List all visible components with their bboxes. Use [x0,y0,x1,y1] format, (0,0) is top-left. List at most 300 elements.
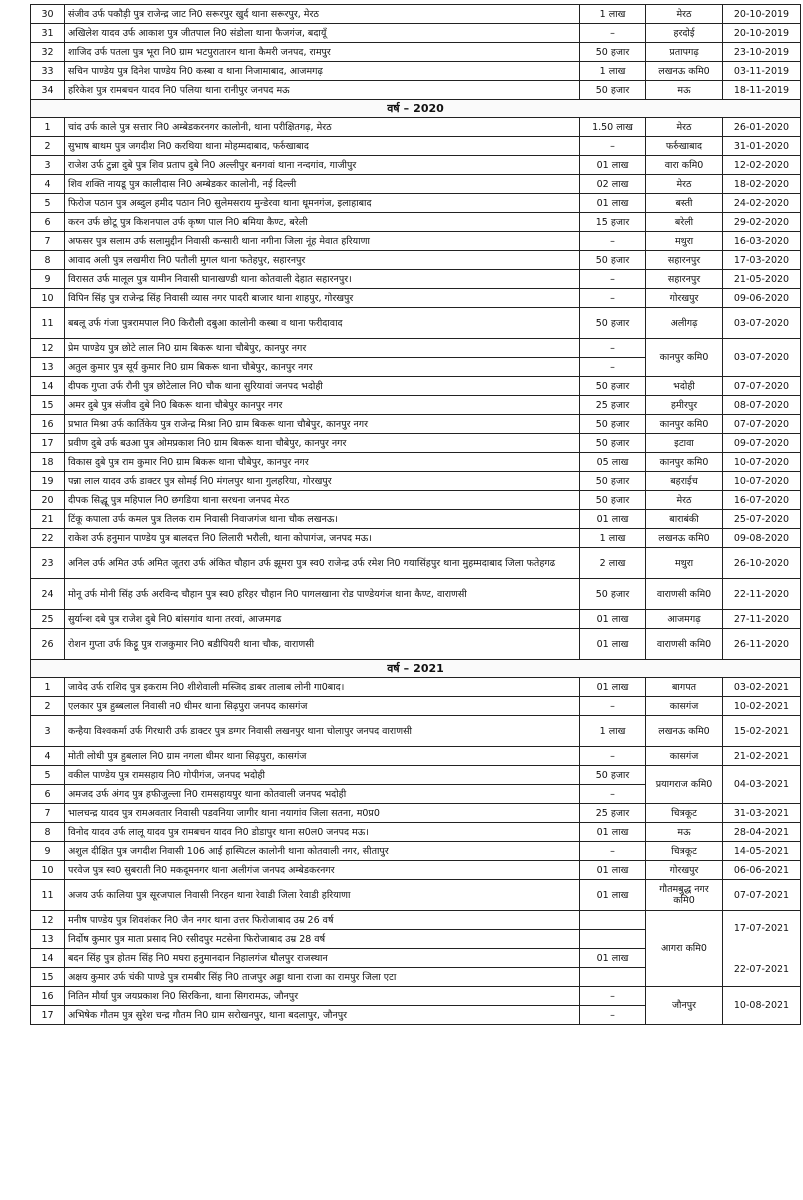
date [723,308,801,339]
accused-details: मनीष पाण्डेय पुत्र शिवशंकर नि0 जैन नगर थाना उत्तर फिरोजाबाद उम्र 26 वर्ष [65,911,580,930]
reward-amount: 15 हजार [580,213,646,232]
date-value: 31-01-2020 [733,140,790,152]
reward-amount: 25 हजार [580,396,646,415]
accused-details: एलकार पुत्र हुब्बलाल निवासी न0 धीमर थाना सिढ़पुरा जनपद कासगंज [65,697,580,716]
serial-number: 14 [31,377,65,396]
date-value: 10-08-2021 [733,1000,790,1011]
district: जौनपुर [646,987,723,1025]
accused-details: प्रवीण दुबे उर्फ बउआ पुत्र ओमप्रकाश नि0 ग्राम बिकरू थाना चौबेपुर, कानपुर नगर [65,434,580,453]
date-value: 18-11-2019 [733,84,790,96]
accused-details: शाजिद उर्फ पतला पुत्र भूरा नि0 ग्राम भटपुरातारन थाना कैमरी जनपद, रामपुर [65,43,580,62]
serial-number: 9 [31,270,65,289]
accused-details: प्रेम पाण्डेय पुत्र छोटे लाल नि0 ग्राम बिकरू थाना चौबेपुर, कानपुर नगर [65,339,580,358]
date-value: 03-07-2020 [733,317,790,329]
table-row [31,339,801,358]
accused-details: सचिन पाण्डेय पुत्र दिनेश पाण्डेय नि0 कस्बा व थाना निजामाबाद, आजमगढ़ [65,62,580,81]
table-row [31,510,801,529]
district: भदोही [646,377,723,396]
date [723,766,801,804]
reward-amount: 1 लाख [580,716,646,747]
date [723,678,801,697]
date [723,434,801,453]
date [723,81,801,100]
district: मथुरा [646,548,723,579]
date-value: 09-06-2020 [733,292,790,304]
district: अलीगढ़ [646,308,723,339]
reward-amount: 01 लाख [580,949,646,968]
date-value: 15-02-2021 [733,725,790,737]
serial-number: 11 [31,308,65,339]
district: प्रतापगढ़ [646,43,723,62]
serial-number: 22 [31,529,65,548]
district: मेरठ [646,175,723,194]
accused-details: हरिकेश पुत्र रामबचन यादव नि0 पलिया थाना रानीपुर जनपद मऊ [65,81,580,100]
reward-amount: 50 हजार [580,251,646,270]
district: कानपुर कमि0 [646,453,723,472]
date-value: 09-08-2020 [733,532,790,544]
accused-details: परवेज पुत्र स्व0 सुबराती नि0 मकदूमनगर थाना अलीगंज जनपद अम्बेडकरनगर [65,861,580,880]
year-header-row [31,100,801,118]
date [723,716,801,747]
serial-number: 2 [31,137,65,156]
reward-amount: 25 हजार [580,804,646,823]
district: मेरठ [646,491,723,510]
date [723,629,801,660]
serial-number: 4 [31,747,65,766]
date [723,377,801,396]
date-value: 12-02-2020 [733,159,790,171]
serial-number: 13 [31,930,65,949]
serial-number: 6 [31,785,65,804]
accused-details: बबलू उर्फ गंजा पुत्ररामपाल नि0 किरौली दबुआ कालोनी कस्बा व थाना फरीदावाद [65,308,580,339]
date [723,289,801,308]
year-value: 2020 [413,102,444,115]
table-row [31,81,801,100]
serial-number: 7 [31,804,65,823]
date [723,529,801,548]
date-value: 10-02-2021 [733,700,790,712]
table-row [31,716,801,747]
table-row [31,232,801,251]
table-row [31,251,801,270]
accused-details: कन्हैया विश्वकर्मा उर्फ गिरधारी उर्फ डाक्टर पुत्र डग्गर निवासी लखनपुर थाना चोलापुर जनपद वाराणसी [65,716,580,747]
district: चित्रकूट [646,804,723,823]
district: लखनऊ कमि0 [646,62,723,81]
accused-details: निर्दोष कुमार पुत्र माता प्रसाद नि0 रसीदपुर मटसेना फिरोजाबाद उम्र 28 वर्ष [65,930,580,949]
date [723,697,801,716]
table-row [31,861,801,880]
date [723,43,801,62]
date-value: 28-04-2021 [733,826,790,838]
date-value: 20-10-2019 [733,8,790,20]
reward-amount: – [580,785,646,804]
district: गोरखपुर [646,289,723,308]
date [723,823,801,842]
date [723,747,801,766]
table-row [31,62,801,81]
table-row [31,24,801,43]
date [723,5,801,24]
accused-details: विरासत उर्फ मालूल पुत्र यामीन निवासी घानाखण्डी थाना कोतवाली देहात सहारनपुर। [65,270,580,289]
reward-amount: – [580,987,646,1006]
table-row [31,529,801,548]
district: आगरा कमि0 [646,911,723,987]
table-row [31,697,801,716]
date-value: 25-07-2020 [733,513,790,525]
date-value: 14-05-2021 [733,845,790,857]
serial-number: 8 [31,823,65,842]
serial-number: 7 [31,232,65,251]
date [723,339,801,377]
date-value: 21-02-2021 [733,750,790,762]
district: कानपुर कमि0 [646,339,723,377]
table-row [31,842,801,861]
year-dash: – [403,662,410,675]
date-value: 03-07-2020 [733,352,790,363]
date-value: 27-11-2020 [733,613,790,625]
date [723,232,801,251]
district: गोरखपुर [646,861,723,880]
date-value: 31-03-2021 [733,807,790,819]
table-row [31,629,801,660]
district: गौतमबुद्ध नगर कमि0 [646,880,723,911]
date [723,194,801,213]
reward-amount: 1 लाख [580,5,646,24]
document-sheet [30,4,800,1025]
reward-amount: – [580,697,646,716]
date-value: 07-07-2020 [733,418,790,430]
date [723,510,801,529]
district: मथुरा [646,232,723,251]
serial-number: 21 [31,510,65,529]
district: फर्रुखाबाद [646,137,723,156]
reward-amount: 2 लाख [580,548,646,579]
table-row [31,987,801,1006]
table-row [31,491,801,510]
reward-amount: – [580,289,646,308]
serial-number: 2 [31,697,65,716]
district: वाराणसी कमि0 [646,579,723,610]
date-value: 16-03-2020 [733,235,790,247]
date-value: 17-07-2021 [733,922,790,934]
reward-amount: 01 लाख [580,678,646,697]
date-value: 09-07-2020 [733,437,790,449]
accused-details: राकेश उर्फ हनुमान पाण्डेय पुत्र बालदत्त नि0 लिलारी भरौली, थाना कोपागंज, जनपद मऊ। [65,529,580,548]
accused-details: नितिन मौर्या पुत्र जयप्रकाश नि0 सिरकिना, थाना सिगरामऊ, जौनपुर [65,987,580,1006]
date-value: 10-07-2020 [733,456,790,468]
accused-details: टिंकू कपाला उर्फ कमल पुत्र तिलक राम निवासी निवाजगंज थाना चौक लखनऊ। [65,510,580,529]
district: सहारनपुर [646,270,723,289]
date [723,270,801,289]
serial-number: 13 [31,358,65,377]
serial-number: 8 [31,251,65,270]
reward-amount: 50 हजार [580,81,646,100]
date-value: 23-10-2019 [733,46,790,58]
table-row [31,766,801,785]
serial-number: 32 [31,43,65,62]
reward-amount: 01 लाख [580,610,646,629]
records-table-body [31,5,801,1025]
serial-number: 23 [31,548,65,579]
reward-amount: 1 लाख [580,62,646,81]
reward-amount: 1 लाख [580,529,646,548]
table-row [31,396,801,415]
date [723,453,801,472]
reward-amount: 01 लाख [580,156,646,175]
serial-number: 19 [31,472,65,491]
date-value: 10-07-2020 [733,475,790,487]
serial-number: 4 [31,175,65,194]
table-row [31,194,801,213]
date-value: 08-07-2020 [733,399,790,411]
serial-number: 6 [31,213,65,232]
accused-details: प्रभात मिश्रा उर्फ कार्तिकेय पुत्र राजेन्द्र मिश्रा नि0 ग्राम बिकरू थाना चौबेपुर, कानपुर नगर [65,415,580,434]
table-row [31,175,801,194]
accused-details: अशुल दीक्षित पुत्र जगदीश निवासी 106 आई हास्पिटल कालोनी थाना कोतवाली नगर, सीतापुर [65,842,580,861]
year-header [31,660,801,678]
table-row [31,610,801,629]
district: वारा कमि0 [646,156,723,175]
year-word: वर्ष [387,102,400,115]
date [723,861,801,880]
reward-amount: 50 हजार [580,377,646,396]
accused-details: विनोद यादव उर्फ लालू यादव पुत्र रामबचन यादव नि0 डोडापुर थाना स0ल0 जनपद मऊ। [65,823,580,842]
table-row [31,747,801,766]
table-row [31,579,801,610]
reward-amount: 01 लाख [580,629,646,660]
date-value: 26-11-2020 [733,638,790,650]
date-value: 16-07-2020 [733,494,790,506]
district: बाराबंकी [646,510,723,529]
accused-details: बदन सिंह पुत्र होतम सिंह नि0 मघरा हनुमानदान निहालगंज धौलपुर राजस्थान [65,949,580,968]
district: इटावा [646,434,723,453]
district: हरदोई [646,24,723,43]
table-row [31,434,801,453]
date-value: 26-01-2020 [733,121,790,133]
reward-amount: – [580,137,646,156]
reward-amount: 02 लाख [580,175,646,194]
district: मेरठ [646,118,723,137]
district: मऊ [646,81,723,100]
table-row [31,911,801,930]
district: सहारनपुर [646,251,723,270]
reward-amount: 50 हजार [580,579,646,610]
date [723,24,801,43]
date-value: 07-07-2020 [733,380,790,392]
accused-details: मोनू उर्फ मोनी सिंह उर्फ अरविन्द चौहान पुत्र स्व0 हरिहर चौहान नि0 पागलखाना रोड पाण्डेयगंज थाना कैण्ट, वाराणसी [65,579,580,610]
records-table [30,4,801,1025]
serial-number: 34 [31,81,65,100]
date-value-second: 22-07-2021 [733,963,790,975]
reward-amount: – [580,1006,646,1025]
serial-number: 17 [31,434,65,453]
accused-details: अभिषेक गौतम पुत्र सुरेश चन्द्र गौतम नि0 ग्राम सरोखनपुर, थाना बदलापुर, जौनपुर [65,1006,580,1025]
table-row [31,548,801,579]
table-row [31,289,801,308]
accused-details: अतुल कुमार पुत्र सूर्य कुमार नि0 ग्राम बिकरू थाना चौबेपुर, कानपुर नगर [65,358,580,377]
date [723,396,801,415]
reward-amount: 01 लाख [580,861,646,880]
serial-number: 17 [31,1006,65,1025]
reward-amount: 50 हजार [580,766,646,785]
district: बागपत [646,678,723,697]
district: आजमगढ़ [646,610,723,629]
table-row [31,678,801,697]
reward-amount: – [580,358,646,377]
reward-amount: – [580,747,646,766]
reward-amount: 01 लाख [580,194,646,213]
table-row [31,804,801,823]
reward-amount [580,911,646,930]
serial-number: 12 [31,911,65,930]
date [723,842,801,861]
serial-number: 16 [31,987,65,1006]
serial-number: 18 [31,453,65,472]
reward-amount: – [580,24,646,43]
date [723,548,801,579]
serial-number: 30 [31,5,65,24]
reward-amount: 50 हजार [580,415,646,434]
date-value: 03-11-2019 [733,65,790,77]
date-value: 22-11-2020 [733,588,790,600]
date [723,911,801,987]
date-value: 04-03-2021 [733,779,790,790]
accused-details: अमजद उर्फ अंगद पुत्र हफीजुल्ला नि0 रामसहायपुर थाना कोतवाली जनपद भदोही [65,785,580,804]
accused-details: राजेश उर्फ टुन्ना दुबे पुत्र शिव प्रताप दुबे नि0 अल्लीपुर बनगवां थाना नन्दगांव, गाजीपुर [65,156,580,175]
table-row [31,472,801,491]
accused-details: मोती लोधी पुत्र हुबलाल नि0 ग्राम नगला धीमर थाना सिढ़पुरा, कासगंज [65,747,580,766]
date [723,213,801,232]
date-value: 18-02-2020 [733,178,790,190]
table-row [31,823,801,842]
district: लखनऊ कमि0 [646,529,723,548]
table-row [31,377,801,396]
reward-amount: 05 लाख [580,453,646,472]
district: चित्रकूट [646,842,723,861]
table-row [31,270,801,289]
accused-details: दीपक गुप्ता उर्फ रौनी पुत्र छोटेलाल नि0 चौक थाना सुरियावां जनपद भदोही [65,377,580,396]
date [723,156,801,175]
district: प्रयागराज कमि0 [646,766,723,804]
accused-details: अखिलेश यादव उर्फ आकाश पुत्र जीतपाल नि0 संडोला थाना फैजगंज, बदायूँ [65,24,580,43]
accused-details: फिरोज पठान पुत्र अब्दुल हमीद पठान नि0 सुलेमसराय मुन्डेरवा थाना धूमनगंज, इलाहाबाद [65,194,580,213]
date [723,804,801,823]
accused-details: रोशन गुप्ता उर्फ किट्टू पुत्र राजकुमार नि0 बडीपियरी थाना चौक, वाराणसी [65,629,580,660]
accused-details: अफसर पुत्र सलाम उर्फ सलामुद्दीन निवासी कन्सारी थाना नगीना जिला नूंह मेवात हरियाणा [65,232,580,251]
accused-details: करन उर्फ छोटू पुत्र किशनपाल उर्फ कृष्ण पाल नि0 बमिया कैण्ट, बरेली [65,213,580,232]
accused-details: दीपक सिद्धू पुत्र महिपाल नि0 छगडिया थाना सरधना जनपद मेरठ [65,491,580,510]
accused-details: भालचन्द्र यादव पुत्र रामअवतार निवासी पडवनिया जागीर थाना नयागांव जिला सतना, म0प्र0 [65,804,580,823]
reward-amount: – [580,270,646,289]
reward-amount: 50 हजार [580,472,646,491]
accused-details: विपिन सिंह पुत्र राजेन्द्र सिंह निवासी व्यास नगर पादरी बाजार थाना शाहपुर, गोरखपुर [65,289,580,308]
year-header [31,100,801,118]
serial-number: 24 [31,579,65,610]
serial-number: 20 [31,491,65,510]
serial-number: 1 [31,118,65,137]
serial-number: 10 [31,289,65,308]
serial-number: 25 [31,610,65,629]
accused-details: सुर्यान्श दबे पुत्र राजेश दुबे नि0 बांसगांव थाना तरवां, आजमगढ [65,610,580,629]
reward-amount: 01 लाख [580,510,646,529]
accused-details: जावेद उर्फ राशिद पुत्र इकराम नि0 शीशेवाली मस्जिद डाबर तालाब लोनी गा0बाद। [65,678,580,697]
accused-details: आवाद अली पुत्र लखमीरा नि0 पतौली मुगल थाना फतेहपुर, सहारनपुर [65,251,580,270]
district: मऊ [646,823,723,842]
date [723,987,801,1025]
serial-number: 33 [31,62,65,81]
reward-amount [580,968,646,987]
table-row [31,213,801,232]
date [723,610,801,629]
district: बरेली [646,213,723,232]
reward-amount: – [580,232,646,251]
year-word: वर्ष [387,662,400,675]
accused-details: संजीव उर्फ पकौड़ी पुत्र राजेन्द्र जाट नि0 सरूरपुर खुर्द थाना सरूरपुर, मेरठ [65,5,580,24]
serial-number: 10 [31,861,65,880]
district: कानपुर कमि0 [646,415,723,434]
district: बहराईच [646,472,723,491]
accused-details: अजय उर्फ कालिया पुत्र सूरजपाल निवासी निरहन थाना रेवाडी जिला रेवाडी हरियाणा [65,880,580,911]
serial-number: 15 [31,968,65,987]
reward-amount: – [580,339,646,358]
date-value: 29-02-2020 [733,216,790,228]
reward-amount: 50 हजार [580,434,646,453]
date-value: 21-05-2020 [733,273,790,285]
date [723,251,801,270]
date [723,880,801,911]
district: हमीरपुर [646,396,723,415]
serial-number: 26 [31,629,65,660]
serial-number: 14 [31,949,65,968]
table-row [31,137,801,156]
reward-amount: 01 लाख [580,823,646,842]
date-value: 03-02-2021 [733,681,790,693]
serial-number: 15 [31,396,65,415]
accused-details: चांद उर्फ काले पुत्र सत्तार नि0 अम्बेडकरनगर कालोनी, थाना परीक्षितगढ़, मेरठ [65,118,580,137]
date [723,118,801,137]
serial-number: 3 [31,716,65,747]
date-value: 24-02-2020 [733,197,790,209]
serial-number: 31 [31,24,65,43]
date-value: 06-06-2021 [733,864,790,876]
accused-details: शिव शक्ति नायडू पुत्र कालीदास नि0 अम्बेडकर कालोनी, नई दिल्ली [65,175,580,194]
district: बस्ती [646,194,723,213]
date [723,579,801,610]
date-value: 07-07-2021 [733,889,790,901]
serial-number: 9 [31,842,65,861]
reward-amount: – [580,842,646,861]
serial-number: 12 [31,339,65,358]
table-row [31,156,801,175]
reward-amount: 1.50 लाख [580,118,646,137]
year-value: 2021 [413,662,444,675]
date [723,472,801,491]
district: वाराणसी कमि0 [646,629,723,660]
reward-amount: 50 हजार [580,43,646,62]
accused-details: अनिल उर्फ अमित उर्फ अमित जूतरा उर्फ अंकित चौहान उर्फ झूमरा पुत्र स्व0 राजेन्द्र उर्फ रमेश नि0 गयासिंहपुर थाना मुहम्मदाबाद जिला फतेहगढ [65,548,580,579]
accused-details: पन्ना लाल यादव उर्फ डाक्टर पुत्र सोमई नि0 मंगलपुर थाना गुलहरिया, गोरखपुर [65,472,580,491]
district: मेरठ [646,5,723,24]
accused-details: अक्षय कुमार उर्फ चंकी पाण्डे पुत्र रामबीर सिंह नि0 ताजपुर अड्डा थाना राजा का रामपुर जिला एटा [65,968,580,987]
district: कासगंज [646,747,723,766]
table-row [31,415,801,434]
serial-number: 5 [31,766,65,785]
accused-details: अमर दुबे पुत्र संजीव दुबे नि0 बिकरू थाना चौबेपुर कानपुर नगर [65,396,580,415]
accused-details: विकास दुबे पुत्र राम कुमार नि0 ग्राम बिकरू थाना चौबेपुर, कानपुर नगर [65,453,580,472]
date [723,175,801,194]
reward-amount [580,930,646,949]
serial-number: 1 [31,678,65,697]
